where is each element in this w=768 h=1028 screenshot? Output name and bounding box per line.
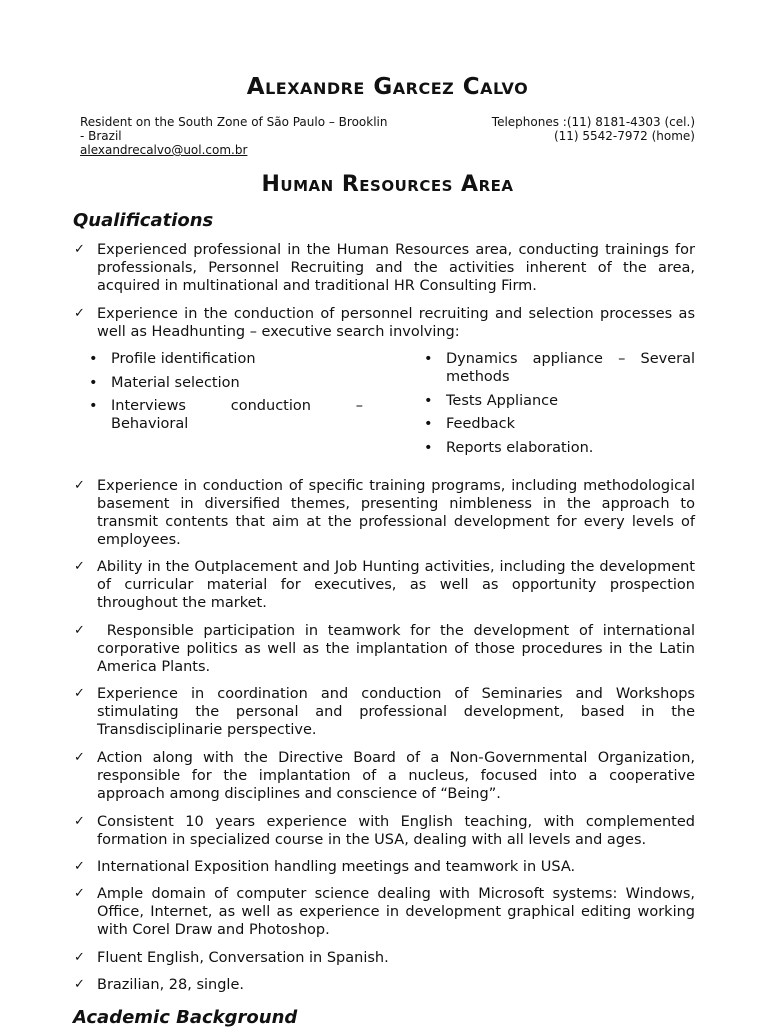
check-icon: ✓ [74, 559, 85, 574]
qualification-item [74, 749, 695, 803]
bullet-icon: • [89, 351, 98, 367]
list-item-text: Dynamics appliance – Several methods [446, 351, 695, 385]
qualification-text: Consistent 10 years experience with English teaching, with complemented formation in specialized course in the USA, dealing with all levels and ages. [97, 814, 695, 848]
qualifications-title: Qualifications [73, 210, 214, 231]
candidate-name: Alexandre Garcez Calvo [246, 74, 529, 100]
list-item [80, 374, 363, 392]
list-item [80, 350, 363, 368]
check-icon: ✓ [74, 306, 85, 321]
qualification-item [74, 305, 695, 341]
check-icon: ✓ [74, 686, 85, 701]
phone-line-2: (11) 5542-7972 (home) [553, 129, 695, 143]
qualification-item [74, 949, 695, 967]
check-icon: ✓ [74, 977, 85, 992]
list-item-text: Interviews conduction – Behavioral [111, 398, 363, 432]
list-item [415, 392, 695, 410]
qualification-item [74, 858, 695, 876]
check-icon: ✓ [74, 478, 85, 493]
bullet-icon: • [424, 392, 433, 409]
bullet-icon: • [424, 351, 433, 367]
qualification-text: Experience in conduction of specific training programs, including methodological basement in diversified themes, presenting nimbleness in the approach to transmit contents that aim at the professional development for every levels of employees. [97, 478, 695, 548]
list-item [80, 397, 363, 433]
qualification-text: Fluent English, Conversation in Spanish. [97, 950, 389, 966]
list-item [415, 415, 695, 433]
email-link[interactable]: alexandrecalvo@uol.com.br [80, 143, 248, 157]
qualification-text: Responsible participation in teamwork for the development of international corporative politics as well as the implantation of those procedures in the Latin America Plants. [97, 623, 700, 675]
address-block [80, 115, 390, 157]
address-line-2: - Brazil [80, 129, 122, 143]
qualification-item [74, 477, 695, 549]
bullet-icon: • [424, 416, 433, 432]
bullet-icon: • [89, 398, 98, 414]
check-icon: ✓ [74, 950, 85, 965]
qualification-text: Ample domain of computer science dealing with Microsoft systems: Windows, Office, Internet, as well as experience in development graphical editing working with Corel Draw and Photoshop. [97, 886, 695, 938]
qualification-text: Ability in the Outplacement and Job Hunting activities, including the development of curricular material for executives, as well as opportunity prospection throughout the market. [97, 559, 695, 611]
qualification-text: International Exposition handling meetings and teamwork in USA. [97, 859, 576, 875]
address-line-1: Resident on the South Zone of São Paulo – Brooklin [80, 115, 388, 129]
qualification-item [74, 685, 695, 739]
list-item [415, 350, 695, 386]
check-icon: ✓ [74, 814, 85, 829]
check-icon: ✓ [74, 886, 85, 901]
list-item-text: Tests Appliance [446, 392, 559, 409]
qualification-item [74, 976, 695, 994]
list-item-text: Profile identification [111, 351, 256, 367]
phone-line-1: Telephones :(11) 8181-4303 (cel.) [491, 115, 695, 129]
qualification-item [74, 813, 695, 849]
area-title: Human Resources Area [261, 172, 514, 197]
bullet-icon: • [89, 374, 98, 391]
list-item-text: Material selection [111, 374, 240, 391]
list-item [415, 439, 695, 457]
list-item-text: Feedback [446, 416, 516, 432]
qualification-item [74, 558, 695, 612]
qualification-text: Brazilian, 28, single. [97, 977, 244, 993]
qualification-text: Action along with the Directive Board of a Non-Governmental Organization, responsible for the implantation of a nucleus, focused into a cooperative approach among disciplines and conscience of “Being”. [97, 750, 695, 802]
qualification-text: Experienced professional in the Human Resources area, conducting trainings for professionals, Personnel Recruiting and the activities inherent of the area, acquired in multinational and traditional HR Consulting Firm. [97, 242, 695, 294]
qualification-item [74, 241, 695, 295]
check-icon: ✓ [74, 859, 85, 874]
check-icon: ✓ [74, 750, 85, 765]
phone-block [492, 115, 695, 143]
bullet-icon: • [424, 439, 433, 456]
list-item-text: Reports elaboration. [446, 439, 594, 456]
check-icon: ✓ [74, 623, 85, 638]
qualification-item [74, 885, 695, 939]
academic-background-title: Academic Background [73, 1007, 298, 1028]
qualification-text: Experience in the conduction of personnel recruiting and selection processes as well as Headhunting – executive search involving: [97, 306, 695, 340]
check-icon: ✓ [74, 242, 85, 257]
qualification-text: Experience in coordination and conduction of Seminaries and Workshops stimulating the personal and professional development, based in the Transdisciplinarie perspective. [97, 686, 695, 738]
bullet-list-right [415, 350, 695, 462]
bullet-list-left [80, 350, 363, 439]
qualification-item [74, 622, 700, 676]
